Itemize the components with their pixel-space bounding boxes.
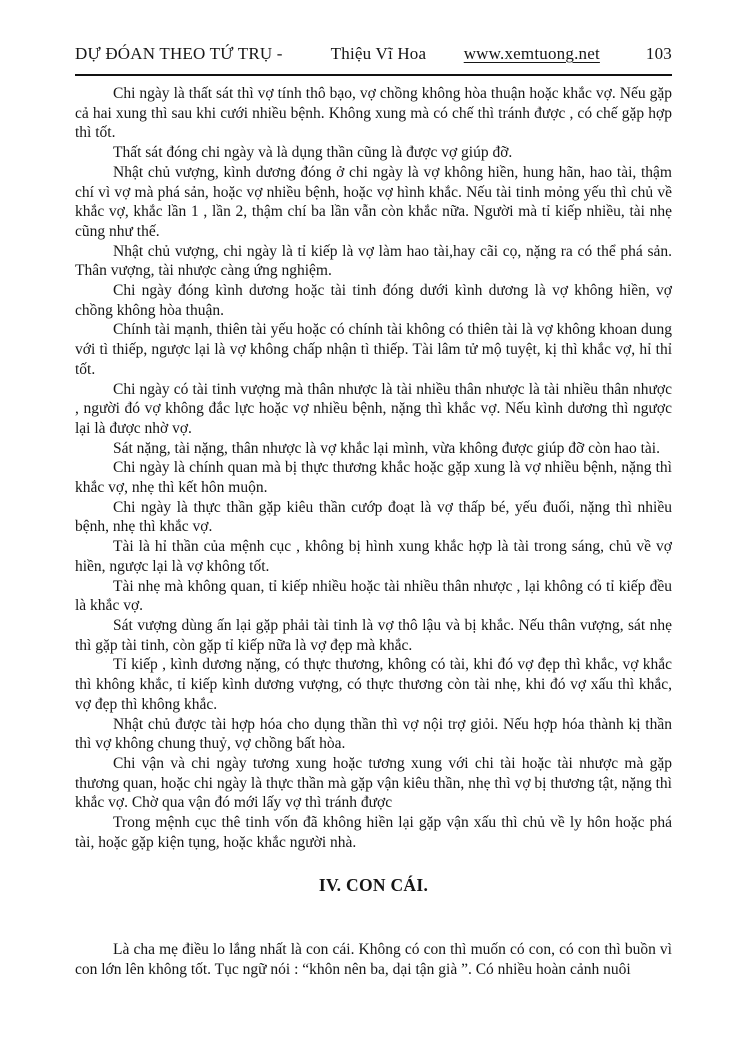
page-number: 103 [645,44,672,63]
paragraph: Sát nặng, tài nặng, thân nhược là vợ khắc lại mình, vừa không được giúp đỡ còn hao tài. [113,439,660,457]
paragraph: Chi vận và chi ngày tương xung hoặc tương xung với chi tài hoặc tài nhược mà gặp thương quan, hoặc chi ngày là thực thần mà gặp vận kiêu thần, nhẹ thì vợ bị thương tật, nặng thì khắc vợ. Chờ qua vận đó mới lấy vợ thì tránh được [75,754,672,812]
paragraph: Thất sát đóng chi ngày và là dụng thần cũng là được vợ giúp đỡ. [113,144,513,162]
page-body [75,84,672,980]
paragraph: Chi ngày là thất sát thì vợ tính thô bạo, vợ chồng không hòa thuận hoặc khắc vợ. Nếu gặp cả hai xung thì sau khi cưới nhiều bệnh. Không xung mà có chế thì tránh được , có chế gặp hợp thì tốt. [75,85,672,142]
paragraph: Chi ngày đóng kình dương hoặc tài tinh đóng dưới kình dương là vợ không hiền, vợ chồng không hòa thuận. [75,282,672,319]
paragraph: Tài là hỉ thần của mệnh cục , không bị hình xung khắc hợp là tài trong sáng, chủ về vợ hiền, ngược lại là vợ không tốt. [75,538,672,575]
paragraph: Chi ngày có tài tinh vượng mà thân nhược là tài nhiều thân nhược là tài nhiều thân nhược , người đó vợ không đắc lực hoặc vợ nhiều bệnh, nặng thì khắc vợ. Nếu kình dương thì ngược lại là được nhờ vợ. [75,380,672,437]
paragraph: Tài nhẹ mà không quan, tỉ kiếp nhiều hoặc tài nhiều thân nhược , lại không có tỉ kiếp đều là khắc vợ. [75,577,672,615]
website-link: www.xemtuong.net [463,44,600,63]
paragraph: Là cha mẹ điều lo lắng nhất là con cái. Không có con thì muốn có con, có con thì buồn vì con lớn lên không tốt. Tục ngữ nói : “khôn nên ba, dại tận già ”. Có nhiều hoàn cảnh nuôi [75,941,672,978]
paragraph: Nhật chủ vượng, kình dương đóng ở chi ngày là vợ không hiền, hung hãn, hao tài, thậm chí vì vợ mà phá sản, hoặc vợ nhiều bệnh, hoặc vợ hình khắc. Nếu tài tinh mỏng yếu thì chủ về khắc vợ, khắc lần 1 , lần 2, thậm chí ba lần vẫn còn khắc nữa. Người mà tỉ kiếp nhiều, tài nhẹ cũng như thế. [75,163,672,240]
paragraph: Chi ngày là chính quan mà bị thực thương khắc hoặc gặp xung là vợ nhiều bệnh, nặng thì khắc vợ, nhẹ thì kết hôn muộn. [75,459,672,497]
section-heading: IV. CON CÁI. [318,875,429,896]
paragraph: Chính tài mạnh, thiên tài yếu hoặc có chính tài không có thiên tài là vợ không khoan dung với tì thiếp, ngược lại là vợ không chấp nhận tì thiếp. Tài lâm tử mộ tuyệt, kị thì khắc vợ, hỉ thỉ tốt. [75,321,672,378]
book-title: DỰ ĐÓAN THEO TỨ TRỤ - [75,44,283,63]
author-name: Thiệu Vĩ Hoa [330,44,427,63]
paragraph: Sát vượng dùng ấn lại gặp phải tài tinh là vợ thô lậu và bị khắc. Nếu thân vượng, sát nhẹ thì gặp tài tinh, còn gặp tỉ kiếp nữa là vợ đẹp mà khắc. [75,616,672,654]
paragraph: Chi ngày là thực thần gặp kiêu thần cướp đoạt là vợ thấp bé, yếu đuối, nặng thì nhiều bệnh, nhẹ thì khắc vợ. [75,498,672,536]
paragraph: Tỉ kiếp , kình dương nặng, có thực thương, không có tài, khi đó vợ đẹp thì khắc, vợ khắc thì không khắc, tỉ kiếp kình dương vượng, có thực thương còn tài nhẹ, khi đó vợ xấu thì khắc, vợ đẹp thì không khắc. [75,656,672,713]
paragraph: Nhật chủ vượng, chi ngày là tỉ kiếp là vợ làm hao tài,hay cãi cọ, nặng ra có thể phá sản. Thân vượng, tài nhược càng ứng nghiệm. [75,242,672,280]
paragraph: Trong mệnh cục thê tinh vốn đã không hiền lại gặp vận xấu thì chủ về ly hôn hoặc phá tài, hoặc gặp kiện tụng, hoặc khắc người nhà. [75,814,672,851]
paragraph: Nhật chủ được tài hợp hóa cho dụng thần thì vợ nội trợ giỏi. Nếu hợp hóa thành kị thần thì vợ không chung thuỷ, vợ chồng bất hòa. [75,715,672,753]
page-header [75,44,672,76]
